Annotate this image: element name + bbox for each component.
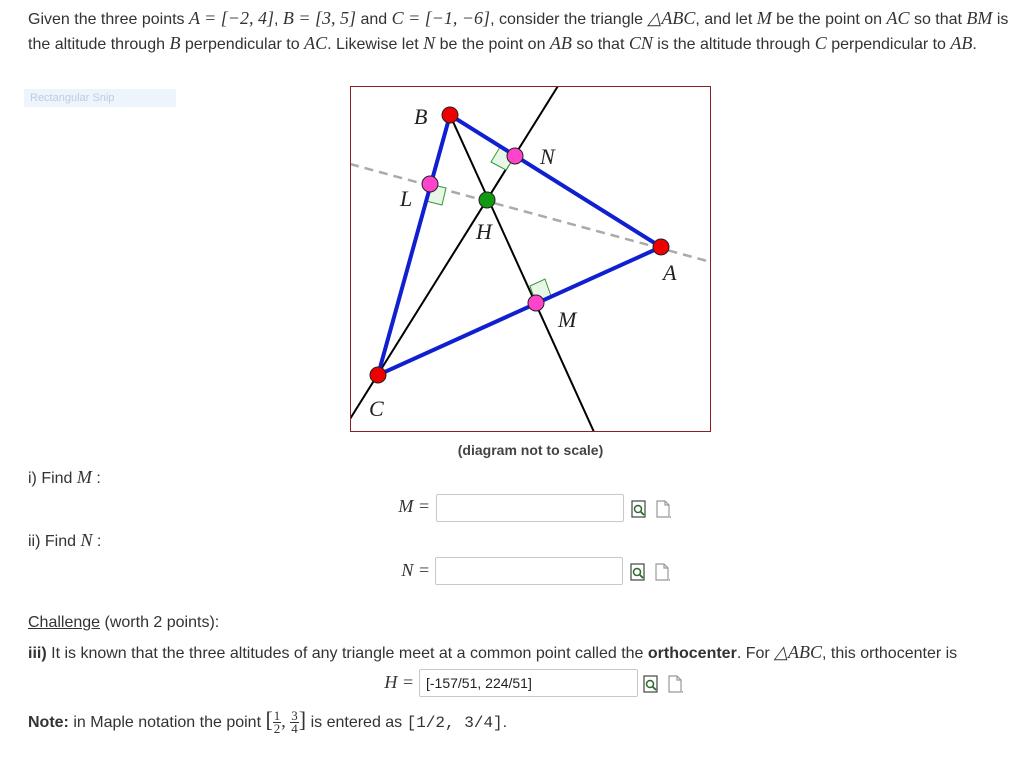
rectangular-snip-overlay[interactable]: Rectangular Snip — [24, 89, 176, 107]
label-l: L — [400, 186, 413, 211]
syntax-help-icon[interactable] — [667, 675, 683, 693]
fraction-one-half: $\frac{1}{2}$ — [273, 708, 281, 737]
point-a — [653, 239, 669, 255]
answer-input-m[interactable] — [436, 494, 624, 522]
math-A: A = [−2, 4] — [188, 8, 274, 28]
side-bc — [378, 115, 450, 375]
point-h — [479, 192, 495, 208]
question-3-text: iii) It is known that the three altitudes of any triangle meet at a common point called the orthocenter. For △ABC, this orthocenter is — [28, 642, 958, 662]
point-n — [507, 148, 523, 164]
point-l — [422, 176, 438, 192]
preview-icon[interactable] — [630, 563, 646, 581]
point-b — [442, 107, 458, 123]
answer-input-n[interactable] — [435, 557, 623, 585]
altitude-bm — [450, 115, 594, 432]
point-m — [528, 295, 544, 311]
syntax-help-icon[interactable] — [654, 563, 670, 581]
math-C: C = [−1, −6] — [391, 8, 491, 28]
point-c — [370, 367, 386, 383]
maple-code-example: [1/2, 3/4] — [406, 714, 503, 732]
label-n: N — [540, 144, 555, 169]
syntax-help-icon[interactable] — [655, 500, 671, 518]
math-B: B = [3, 5] — [282, 8, 357, 28]
label-b: B — [414, 104, 428, 129]
label-a: A — [663, 260, 677, 285]
question-1-label: i) Find M : — [28, 467, 101, 487]
diagram-caption: (diagram not to scale) — [457, 442, 604, 458]
label-m: M — [558, 307, 577, 332]
label-h: H — [476, 219, 492, 244]
answer-input-h[interactable] — [419, 669, 638, 697]
question-2-label: ii) Find N : — [28, 530, 102, 550]
answer-label-m: M = — [398, 496, 430, 516]
fraction-three-quarters: $\frac{3}{4}$ — [291, 708, 298, 737]
maple-notation-note: Note: in Maple notation the point [ $\frac{1}{2}$ , $\frac{3}{4}$ ] is entered as [1/2, 3/4]. — [28, 707, 508, 737]
preview-icon[interactable] — [631, 500, 647, 518]
problem-statement: Given the three points A = [−2, 4], B = [3, 5] and C = [−1, −6], consider the triangle △ABC, and let M be the point on AC so that BM is the altitude through B perpendicular to AC. Likewise let N be the point on AB so that CN is the altitude through C perpendicular to AB. — [28, 8, 1009, 53]
triangle-diagram — [350, 86, 711, 432]
label-c: C — [369, 396, 384, 421]
answer-label-n: N = — [401, 560, 430, 580]
challenge-heading: Challenge (worth 2 points): — [28, 614, 220, 631]
preview-icon[interactable] — [643, 675, 659, 693]
diagram-frame — [351, 87, 711, 432]
answer-label-h: H = — [384, 672, 414, 692]
